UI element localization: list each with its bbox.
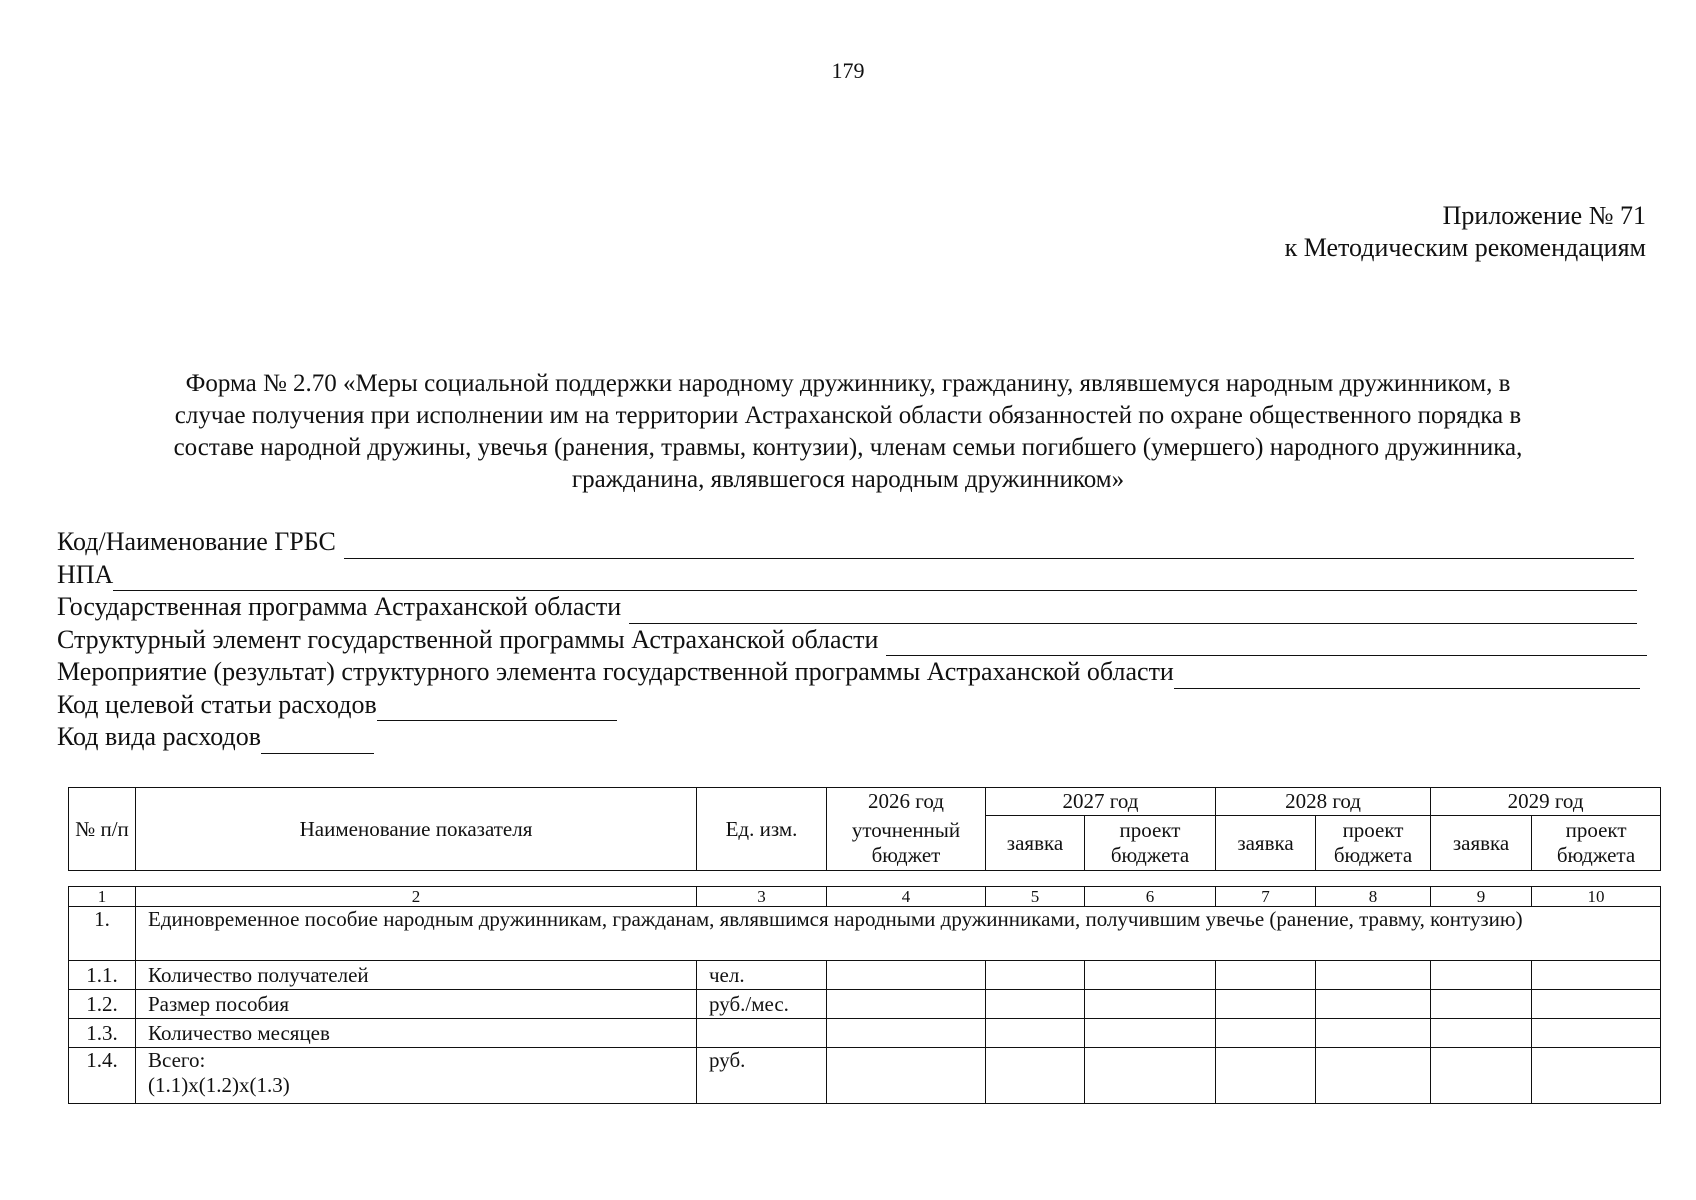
appendix-note <box>1285 200 1646 264</box>
value-cell[interactable] <box>1216 961 1316 990</box>
header-indicator: Наименование показателя <box>136 788 697 871</box>
header-2027: 2027 год <box>986 788 1216 816</box>
program-input-line[interactable] <box>629 598 1637 624</box>
value-cell[interactable] <box>1085 990 1216 1019</box>
column-number: 4 <box>827 887 986 907</box>
value-cell[interactable] <box>1316 1019 1431 1048</box>
row-name: Всего: <box>148 1048 206 1072</box>
value-cell[interactable] <box>986 961 1085 990</box>
row-number: 1.1. <box>69 961 136 990</box>
value-cell[interactable] <box>1085 1048 1216 1104</box>
row-number: 1.4. <box>69 1048 136 1104</box>
value-cell[interactable] <box>986 1048 1085 1104</box>
appendix-line-1: Приложение № 71 <box>1442 201 1646 230</box>
form-title <box>70 368 1626 496</box>
grbs-label: Код/Наименование ГРБС <box>57 527 336 556</box>
section-number: 1. <box>69 907 136 961</box>
value-cell[interactable] <box>1085 1019 1216 1048</box>
column-number: 10 <box>1532 887 1661 907</box>
header-2029-request: заявка <box>1431 816 1532 871</box>
value-cell[interactable] <box>1216 990 1316 1019</box>
row-unit: руб. <box>697 1048 827 1104</box>
form-fields <box>57 526 1647 754</box>
target-code-label: Код целевой статьи расходов <box>57 689 377 719</box>
value-cell[interactable] <box>1216 1048 1316 1104</box>
npa-label: НПА <box>57 559 114 589</box>
column-number: 8 <box>1316 887 1431 907</box>
header-num: № п/п <box>69 788 136 871</box>
program-label: Государственная программа Астраханской области <box>57 592 622 621</box>
row-formula: (1.1)х(1.2)х(1.3) <box>148 1073 290 1097</box>
form-title-line-4: гражданина, являвшегося народным дружинником» <box>571 466 1125 493</box>
event-input-line[interactable] <box>1174 663 1640 689</box>
value-cell[interactable] <box>827 961 986 990</box>
column-number: 3 <box>697 887 827 907</box>
event-field <box>57 656 1640 689</box>
value-cell[interactable] <box>1532 990 1661 1019</box>
form-title-line-1: Форма № 2.70 «Меры социальной поддержки народному дружиннику, гражданину, являвшемуся народным дружинником, в <box>185 370 1511 397</box>
npa-input-line[interactable] <box>113 565 1637 591</box>
value-cell[interactable] <box>1316 1048 1431 1104</box>
appendix-line-2: к Методическим рекомендациям <box>1284 233 1646 262</box>
header-2027-draft: проект бюджета <box>1085 816 1216 871</box>
row-unit: руб./мес. <box>697 990 827 1019</box>
form-title-line-2: случае получения при исполнении им на территории Астраханской области обязанностей по охране общественного порядка в <box>174 402 1522 429</box>
column-number: 6 <box>1085 887 1216 907</box>
value-cell[interactable] <box>1532 1048 1661 1104</box>
row-name: Размер пособия <box>136 990 697 1019</box>
value-cell[interactable] <box>1431 990 1532 1019</box>
grbs-input-line[interactable] <box>344 533 1634 559</box>
grbs-field <box>57 526 1634 559</box>
value-cell[interactable] <box>827 990 986 1019</box>
row-name: Количество месяцев <box>136 1019 697 1048</box>
target-code-field <box>57 689 1647 722</box>
header-2028-request: заявка <box>1216 816 1316 871</box>
value-cell[interactable] <box>1216 1019 1316 1048</box>
npa-field <box>57 559 1637 592</box>
column-number: 1 <box>69 887 136 907</box>
page-number: 179 <box>831 58 865 83</box>
table-header <box>68 787 1661 871</box>
header-2028: 2028 год <box>1216 788 1431 816</box>
expense-type-field <box>57 721 1647 754</box>
value-cell[interactable] <box>1431 1048 1532 1104</box>
row-name-cell <box>136 1048 697 1104</box>
value-cell[interactable] <box>1431 961 1532 990</box>
structural-element-field <box>57 624 1647 657</box>
structural-element-label: Структурный элемент государственной программы Астраханской области <box>57 624 879 654</box>
table-row <box>69 1048 1661 1104</box>
data-table <box>68 886 1661 1104</box>
row-unit: чел. <box>697 961 827 990</box>
target-code-input-line[interactable] <box>377 695 617 721</box>
value-cell[interactable] <box>986 1019 1085 1048</box>
value-cell[interactable] <box>827 1048 986 1104</box>
header-2029-draft: проект бюджета <box>1532 816 1661 871</box>
value-cell[interactable] <box>827 1019 986 1048</box>
table-row <box>69 961 1661 990</box>
value-cell[interactable] <box>1431 1019 1532 1048</box>
header-2029: 2029 год <box>1431 788 1661 816</box>
column-number: 9 <box>1431 887 1532 907</box>
program-field <box>57 591 1637 624</box>
form-title-line-3: составе народной дружины, увечья (ранения, травмы, контузии), членам семьи погибшего (умершего) народного дружинника, <box>173 434 1523 461</box>
row-number: 1.3. <box>69 1019 136 1048</box>
value-cell[interactable] <box>1316 990 1431 1019</box>
value-cell[interactable] <box>1316 961 1431 990</box>
expense-type-label: Код вида расходов <box>57 722 261 751</box>
structural-element-input-line[interactable] <box>886 630 1647 656</box>
event-label: Мероприятие (результат) структурного элемента государственной программы Астраханской области <box>57 657 1174 686</box>
expense-type-input-line[interactable] <box>261 728 374 754</box>
header-2028-draft: проект бюджета <box>1316 816 1431 871</box>
value-cell[interactable] <box>986 990 1085 1019</box>
value-cell[interactable] <box>1532 961 1661 990</box>
section-row <box>69 907 1661 961</box>
row-name: Количество получателей <box>136 961 697 990</box>
header-2027-request: заявка <box>986 816 1085 871</box>
column-number: 5 <box>986 887 1085 907</box>
value-cell[interactable] <box>1085 961 1216 990</box>
table-row <box>69 1019 1661 1048</box>
column-number: 7 <box>1216 887 1316 907</box>
header-unit: Ед. изм. <box>697 788 827 871</box>
table-row <box>69 990 1661 1019</box>
row-number: 1.2. <box>69 990 136 1019</box>
header-2026: 2026 год <box>827 788 986 816</box>
column-number: 2 <box>136 887 697 907</box>
row-unit <box>697 1019 827 1048</box>
header-2026-budget: уточненный бюджет <box>827 816 986 871</box>
section-title: Единовременное пособие народным дружинникам, гражданам, являвшимся народными дружинниками, получившим увечье (ранение, травму, контузию) <box>136 907 1661 961</box>
value-cell[interactable] <box>1532 1019 1661 1048</box>
column-number-row <box>69 887 1661 907</box>
